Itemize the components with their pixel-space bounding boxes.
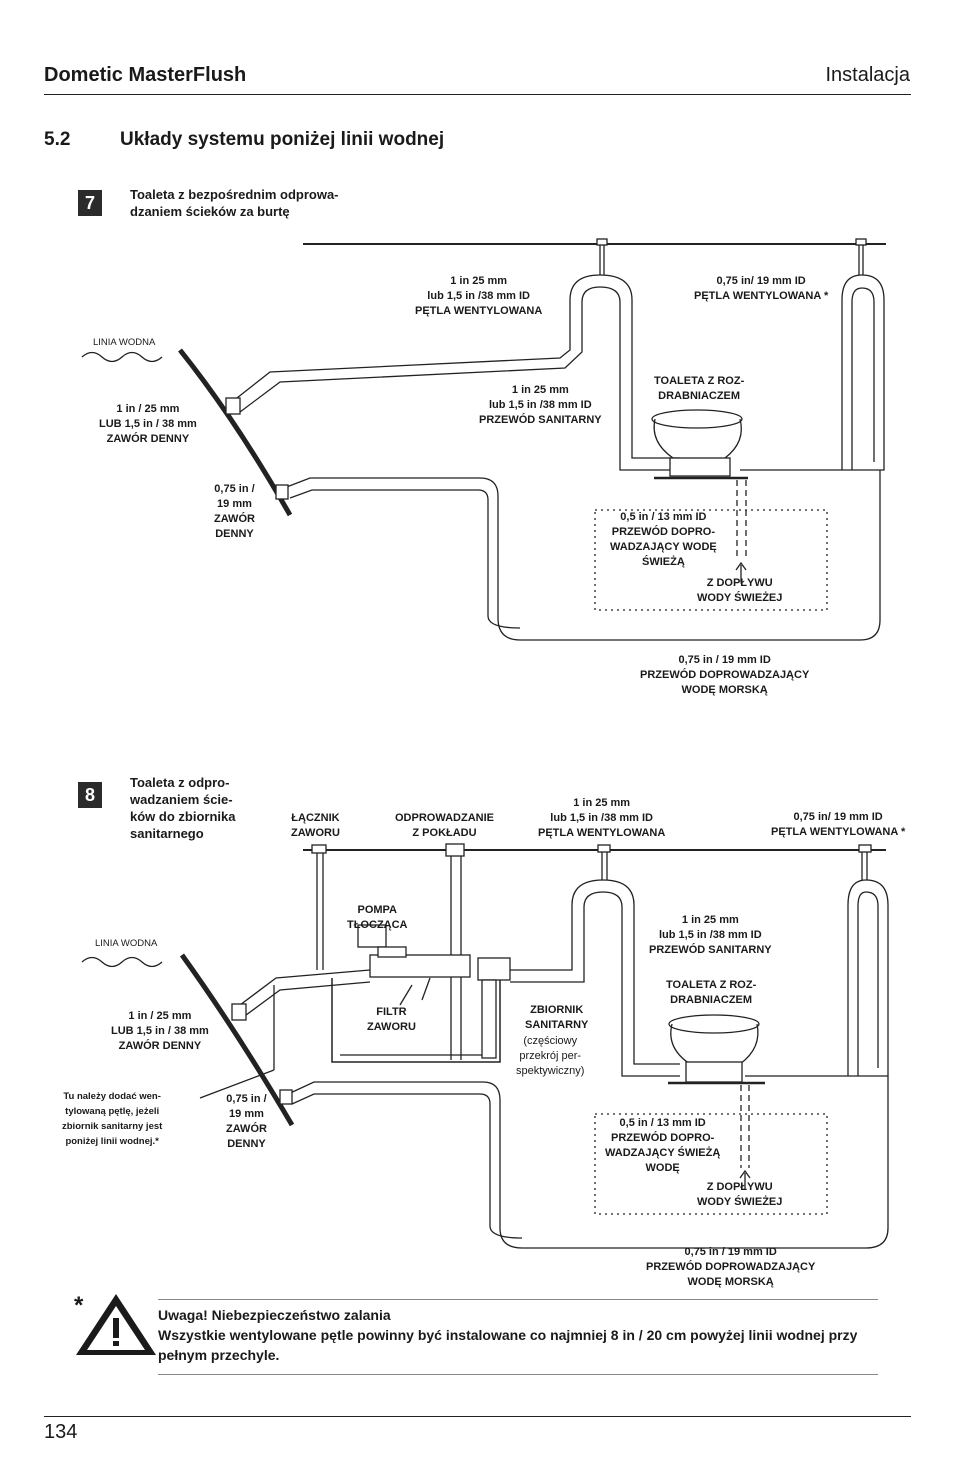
- waterline-label: LINIA WODNA: [95, 938, 158, 949]
- fresh-water-supply-label: Z DOPŁYWU WODY ŚWIEŻEJ: [697, 577, 783, 604]
- sanitary-hose-label: 1 in 25 mm lub 1,5 in /38 mm ID PRZEWÓD SANITARNY: [649, 914, 772, 956]
- toilet-label: TOALETA Z ROZ- DRABNIACZEM: [654, 375, 745, 402]
- vent-loop-small-label: 0,75 in/ 19 mm ID PĘTLA WENTYLOWANA *: [694, 275, 829, 302]
- fresh-water-supply-label: Z DOPŁYWU WODY ŚWIEŻEJ: [697, 1181, 783, 1208]
- toilet-label: TOALETA Z ROZ- DRABNIACZEM: [666, 979, 757, 1006]
- section-title: Układy systemu poniżej linii wodnej: [120, 129, 445, 150]
- vent-loop-small-label: 0,75 in/ 19 mm ID PĘTLA WENTYLOWANA *: [771, 811, 906, 838]
- seacock-top-label: 1 in / 25 mm LUB 1,5 in / 38 mm ZAWÓR DENNY: [111, 1010, 209, 1052]
- footer-rule: [44, 1416, 911, 1417]
- warning-title: Uwaga! Niebezpieczeństwo zalania: [158, 1307, 391, 1323]
- sea-water-hose-label: 0,75 in / 19 mm ID PRZEWÓD DOPROWADZAJĄCY WODĘ MORSKĄ: [640, 654, 810, 696]
- warning-asterisk: *: [74, 1292, 84, 1319]
- fresh-water-hose-label: 0,5 in / 13 mm ID PRZEWÓD DOPRO- WADZAJĄCY ŚWIEŻĄ WODĘ: [605, 1117, 721, 1174]
- seacock-top-label: 1 in / 25 mm LUB 1,5 in / 38 mm ZAWÓR DENNY: [99, 403, 197, 445]
- warning-text: Wszystkie wentylowane pętle powinny być instalowane co najmniej 8 in / 20 cm powyżej linii wodnej przy pełnym przechyle.: [158, 1327, 858, 1363]
- page-number: 134: [44, 1421, 78, 1443]
- sanitary-hose-label: 1 in 25 mm lub 1,5 in /38 mm ID PRZEWÓD SANITARNY: [479, 384, 602, 426]
- seacock-bottom-label: 0,75 in / 19 mm ZAWÓR DENNY: [214, 483, 255, 540]
- brand-title: Dometic MasterFlush: [44, 64, 247, 86]
- fresh-water-hose-label: 0,5 in / 13 mm ID PRZEWÓD DOPRO- WADZAJĄCY WODĘ ŚWIEŻĄ: [610, 511, 717, 568]
- deck-outlet-label: ODPROWADZANIE Z POKŁADU: [395, 812, 494, 839]
- figure-7-caption: Toaleta z bezpośrednim odprowa- dzaniem ścieków za burtę: [130, 187, 339, 219]
- section-number: 5.2: [44, 129, 71, 150]
- filter-label: FILTR ZAWORU: [367, 1006, 416, 1033]
- loop-note: Tu należy dodać wen- tylowaną pętlę, jeżeli zbiornik sanitarny jest poniżej linii wodnej.*: [62, 1091, 163, 1147]
- valve-connector-label: ŁĄCZNIK ZAWORU: [291, 812, 340, 839]
- vented-loop-label: 1 in 25 mm lub 1,5 in /38 mm ID PĘTLA WENTYLOWANA: [415, 275, 543, 317]
- tank-note: (częściowy przekrój per- spektywiczny): [516, 1035, 585, 1077]
- figure-8-caption: Toaleta z odpro- wadzaniem ście- ków do zbiornika sanitarnego: [130, 775, 236, 841]
- chapter-title: Instalacja: [825, 64, 910, 86]
- warning-triangle-icon: [76, 1294, 156, 1355]
- warning-top-rule: [158, 1299, 878, 1300]
- figure-badge-7: 7: [78, 190, 102, 216]
- sea-water-hose-label: 0,75 in / 19 mm ID PRZEWÓD DOPROWADZAJĄCY WODĘ MORSKĄ: [646, 1246, 816, 1288]
- pump-label: POMPA TŁOCZĄCA: [347, 904, 408, 931]
- waterline-label: LINIA WODNA: [93, 337, 156, 348]
- seacock-bottom-label: 0,75 in / 19 mm ZAWÓR DENNY: [226, 1093, 267, 1150]
- warning-bottom-rule: [158, 1374, 878, 1375]
- tank-label: ZBIORNIK SANITARNY: [525, 1004, 589, 1031]
- vented-loop-label: 1 in 25 mm lub 1,5 in /38 mm ID PĘTLA WENTYLOWANA: [538, 797, 666, 839]
- figure-badge-8: 8: [78, 782, 102, 808]
